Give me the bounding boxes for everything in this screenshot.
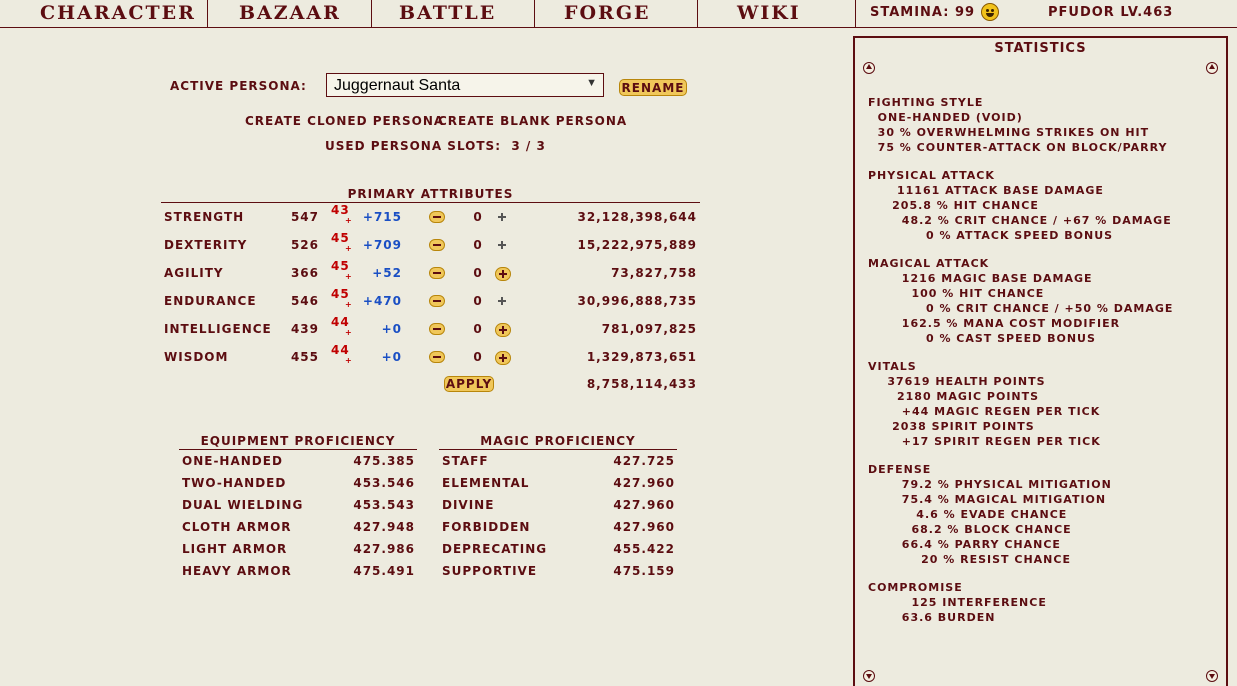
magic-proficiency-heading: MAGIC PROFICIENCY bbox=[439, 434, 677, 450]
persona-slots: USED PERSONA SLOTS: 3 / 3 bbox=[325, 139, 546, 153]
equipment-row bbox=[179, 495, 417, 517]
equipment-row bbox=[179, 561, 417, 583]
attribute-exp-cost: 73,827,758 bbox=[611, 266, 697, 280]
increase-button[interactable] bbox=[495, 239, 511, 253]
top-nav bbox=[0, 0, 1237, 28]
attribute-row-wisdom bbox=[161, 343, 700, 370]
proficiency-name: ONE-HANDED bbox=[182, 454, 283, 468]
stat-line: 100 % HIT CHANCE bbox=[868, 287, 1045, 300]
proficiency-name: ELEMENTAL bbox=[442, 476, 530, 490]
stat-line: 0 % ATTACK SPEED BONUS bbox=[868, 229, 1114, 242]
rename-button[interactable]: RENAME bbox=[619, 79, 687, 96]
decrease-button[interactable] bbox=[429, 211, 445, 223]
attribute-alloc: 0 bbox=[473, 266, 483, 280]
nav-divider bbox=[855, 0, 856, 27]
statistics-title: STATISTICS bbox=[994, 41, 1087, 56]
proficiency-name: SUPPORTIVE bbox=[442, 564, 538, 578]
stat-line: ONE-HANDED (VOID) bbox=[868, 111, 1023, 124]
proficiency-value: 427.986 bbox=[353, 542, 415, 556]
proficiency-name: STAFF bbox=[442, 454, 489, 468]
attribute-bonus-plus: + bbox=[345, 328, 353, 337]
decrease-button[interactable] bbox=[429, 267, 445, 279]
stat-line: 162.5 % MANA COST MODIFIER bbox=[868, 317, 1121, 330]
equipment-row bbox=[179, 473, 417, 495]
total-exp: 8,758,114,433 bbox=[586, 377, 697, 391]
stat-line: 75.4 % MAGICAL MITIGATION bbox=[868, 493, 1107, 506]
attribute-bonus: 44 bbox=[331, 315, 350, 329]
increase-button[interactable] bbox=[495, 267, 511, 281]
statistics-panel bbox=[853, 36, 1228, 686]
nav-forge[interactable]: FORGE bbox=[564, 2, 651, 24]
proficiency-value: 427.960 bbox=[613, 498, 675, 512]
scroll-down-icon[interactable] bbox=[1206, 670, 1218, 682]
stat-line: 63.6 BURDEN bbox=[868, 611, 996, 624]
attribute-alloc: 0 bbox=[473, 294, 483, 308]
scroll-down-icon[interactable] bbox=[863, 670, 875, 682]
nav-battle[interactable]: BATTLE bbox=[399, 2, 497, 24]
equipment-row bbox=[179, 517, 417, 539]
attribute-extra: +52 bbox=[372, 266, 402, 280]
attribute-bonus: 45 bbox=[331, 231, 350, 245]
persona-selected-value: Juggernaut Santa bbox=[334, 77, 461, 94]
increase-button[interactable] bbox=[495, 323, 511, 337]
attribute-bonus-plus: + bbox=[345, 356, 353, 365]
increase-button[interactable] bbox=[495, 351, 511, 365]
attribute-alloc: 0 bbox=[473, 350, 483, 364]
stat-line: 75 % COUNTER-ATTACK ON BLOCK/PARRY bbox=[868, 141, 1168, 154]
decrease-button[interactable] bbox=[429, 351, 445, 363]
stat-line: 48.2 % CRIT CHANCE / +67 % DAMAGE bbox=[868, 214, 1172, 227]
attribute-row-endurance bbox=[161, 287, 700, 314]
stats-fighting-style bbox=[868, 95, 1218, 155]
proficiency-name: HEAVY ARMOR bbox=[182, 564, 292, 578]
attribute-extra: +470 bbox=[362, 294, 402, 308]
proficiency-name: LIGHT ARMOR bbox=[182, 542, 288, 556]
decrease-button[interactable] bbox=[429, 323, 445, 335]
attribute-alloc: 0 bbox=[473, 322, 483, 336]
increase-button[interactable] bbox=[495, 295, 511, 309]
proficiency-name: DEPRECATING bbox=[442, 542, 548, 556]
attribute-row-strength bbox=[161, 203, 700, 230]
nav-wiki[interactable]: WIKI bbox=[737, 2, 801, 24]
attribute-base: 546 bbox=[290, 294, 319, 308]
stat-line: 68.2 % BLOCK CHANCE bbox=[868, 523, 1072, 536]
nav-bazaar[interactable]: BAZAAR bbox=[239, 2, 341, 24]
stat-line: 2038 SPIRIT POINTS bbox=[868, 420, 1035, 433]
attribute-name: INTELLIGENCE bbox=[164, 322, 272, 336]
attribute-name: STRENGTH bbox=[164, 210, 245, 224]
create-cloned-persona-link[interactable]: CREATE CLONED PERSONA bbox=[245, 114, 445, 128]
proficiency-value: 453.546 bbox=[353, 476, 415, 490]
active-persona-label: ACTIVE PERSONA: bbox=[170, 79, 307, 93]
stamina-readout: STAMINA: 99 bbox=[870, 5, 976, 20]
stat-line: 66.4 % PARRY CHANCE bbox=[868, 538, 1061, 551]
attribute-exp-cost: 30,996,888,735 bbox=[577, 294, 697, 308]
attribute-extra: +0 bbox=[381, 322, 402, 336]
attribute-extra: +709 bbox=[362, 238, 402, 252]
attribute-row-intelligence bbox=[161, 315, 700, 342]
proficiency-name: FORBIDDEN bbox=[442, 520, 531, 534]
attribute-bonus-plus: + bbox=[345, 216, 353, 225]
magic-row bbox=[439, 495, 677, 517]
attribute-base: 366 bbox=[290, 266, 319, 280]
attribute-exp-cost: 32,128,398,644 bbox=[577, 210, 697, 224]
create-blank-persona-link[interactable]: CREATE BLANK PERSONA bbox=[438, 114, 628, 128]
proficiency-value: 475.159 bbox=[613, 564, 675, 578]
player-level: PFUDOR LV.463 bbox=[1048, 5, 1174, 20]
attribute-bonus: 45 bbox=[331, 287, 350, 301]
attribute-name: AGILITY bbox=[164, 266, 224, 280]
attribute-exp-cost: 781,097,825 bbox=[601, 322, 697, 336]
proficiency-value: 475.385 bbox=[353, 454, 415, 468]
attribute-name: DEXTERITY bbox=[164, 238, 248, 252]
nav-divider bbox=[371, 0, 372, 27]
dropdown-arrow-icon: ▼ bbox=[586, 77, 597, 89]
magic-row bbox=[439, 517, 677, 539]
proficiency-name: TWO-HANDED bbox=[182, 476, 287, 490]
attribute-name: ENDURANCE bbox=[164, 294, 257, 308]
stat-line: PHYSICAL ATTACK bbox=[868, 169, 995, 182]
stat-line: 37619 HEALTH POINTS bbox=[868, 375, 1046, 388]
attribute-bonus-plus: + bbox=[345, 244, 353, 253]
statistics-body bbox=[868, 95, 1218, 638]
attribute-bonus: 45 bbox=[331, 259, 350, 273]
attribute-row-agility bbox=[161, 259, 700, 286]
proficiency-value: 455.422 bbox=[613, 542, 675, 556]
attribute-alloc: 0 bbox=[473, 210, 483, 224]
apply-button[interactable]: APPLY bbox=[445, 377, 493, 391]
stat-line: 0 % CAST SPEED BONUS bbox=[868, 332, 1096, 345]
proficiency-value: 427.960 bbox=[613, 520, 675, 534]
primary-attributes-heading: PRIMARY ATTRIBUTES bbox=[161, 187, 700, 203]
stat-line: VITALS bbox=[868, 360, 917, 373]
attribute-base: 439 bbox=[290, 322, 319, 336]
proficiency-value: 453.543 bbox=[353, 498, 415, 512]
attribute-base: 547 bbox=[290, 210, 319, 224]
stat-line: MAGICAL ATTACK bbox=[868, 257, 990, 270]
decrease-button[interactable] bbox=[429, 239, 445, 251]
attribute-exp-cost: 15,222,975,889 bbox=[577, 238, 697, 252]
stats-defense bbox=[868, 462, 1218, 567]
attribute-base: 455 bbox=[290, 350, 319, 364]
stat-line: 30 % OVERWHELMING STRIKES ON HIT bbox=[868, 126, 1150, 139]
stat-line: 205.8 % HIT CHANCE bbox=[868, 199, 1039, 212]
attribute-extra: +715 bbox=[362, 210, 402, 224]
nav-character[interactable]: CHARACTER bbox=[40, 2, 196, 24]
magic-row bbox=[439, 451, 677, 473]
equipment-row bbox=[179, 539, 417, 561]
stats-physical-attack bbox=[868, 168, 1218, 243]
proficiency-value: 427.725 bbox=[613, 454, 675, 468]
stat-line: 79.2 % PHYSICAL MITIGATION bbox=[868, 478, 1112, 491]
attribute-row-dexterity bbox=[161, 231, 700, 258]
proficiency-value: 475.491 bbox=[353, 564, 415, 578]
stat-line: 2180 MAGIC POINTS bbox=[868, 390, 1040, 403]
proficiency-name: DIVINE bbox=[442, 498, 495, 512]
stat-line: 20 % RESIST CHANCE bbox=[868, 553, 1071, 566]
stat-line: +44 MAGIC REGEN PER TICK bbox=[868, 405, 1101, 418]
attribute-name: WISDOM bbox=[164, 350, 229, 364]
stats-compromise bbox=[868, 580, 1218, 625]
proficiency-name: DUAL WIELDING bbox=[182, 498, 304, 512]
magic-row bbox=[439, 539, 677, 561]
equipment-row bbox=[179, 451, 417, 473]
stat-line: 11161 ATTACK BASE DAMAGE bbox=[868, 184, 1104, 197]
proficiency-name: CLOTH ARMOR bbox=[182, 520, 292, 534]
scroll-up-icon[interactable] bbox=[863, 62, 875, 74]
attribute-alloc: 0 bbox=[473, 238, 483, 252]
attribute-bonus-plus: + bbox=[345, 272, 353, 281]
magic-row bbox=[439, 561, 677, 583]
proficiency-value: 427.960 bbox=[613, 476, 675, 490]
stat-line: 125 INTERFERENCE bbox=[868, 596, 1047, 609]
nav-divider bbox=[697, 0, 698, 27]
decrease-button[interactable] bbox=[429, 295, 445, 307]
proficiency-value: 427.948 bbox=[353, 520, 415, 534]
attribute-bonus-plus: + bbox=[345, 300, 353, 309]
nav-divider bbox=[534, 0, 535, 27]
attribute-bonus: 44 bbox=[331, 343, 350, 357]
stat-line: COMPROMISE bbox=[868, 581, 963, 594]
attribute-base: 526 bbox=[290, 238, 319, 252]
scroll-up-icon[interactable] bbox=[1206, 62, 1218, 74]
stat-line: DEFENSE bbox=[868, 463, 932, 476]
attribute-bonus: 43 bbox=[331, 203, 350, 217]
attribute-exp-cost: 1,329,873,651 bbox=[586, 350, 697, 364]
stat-line: +17 SPIRIT REGEN PER TICK bbox=[868, 435, 1101, 448]
attribute-extra: +0 bbox=[381, 350, 402, 364]
stats-vitals bbox=[868, 359, 1218, 449]
stat-line: 0 % CRIT CHANCE / +50 % DAMAGE bbox=[868, 302, 1174, 315]
magic-row bbox=[439, 473, 677, 495]
stamina-smiley-icon bbox=[981, 3, 999, 21]
persona-select[interactable] bbox=[326, 73, 604, 97]
equipment-proficiency-heading: EQUIPMENT PROFICIENCY bbox=[179, 434, 417, 450]
stats-magical-attack bbox=[868, 256, 1218, 346]
nav-divider bbox=[207, 0, 208, 27]
stat-line: 4.6 % EVADE CHANCE bbox=[868, 508, 1068, 521]
increase-button[interactable] bbox=[495, 211, 511, 225]
stat-line: FIGHTING STYLE bbox=[868, 96, 984, 109]
stat-line: 1216 MAGIC BASE DAMAGE bbox=[868, 272, 1093, 285]
